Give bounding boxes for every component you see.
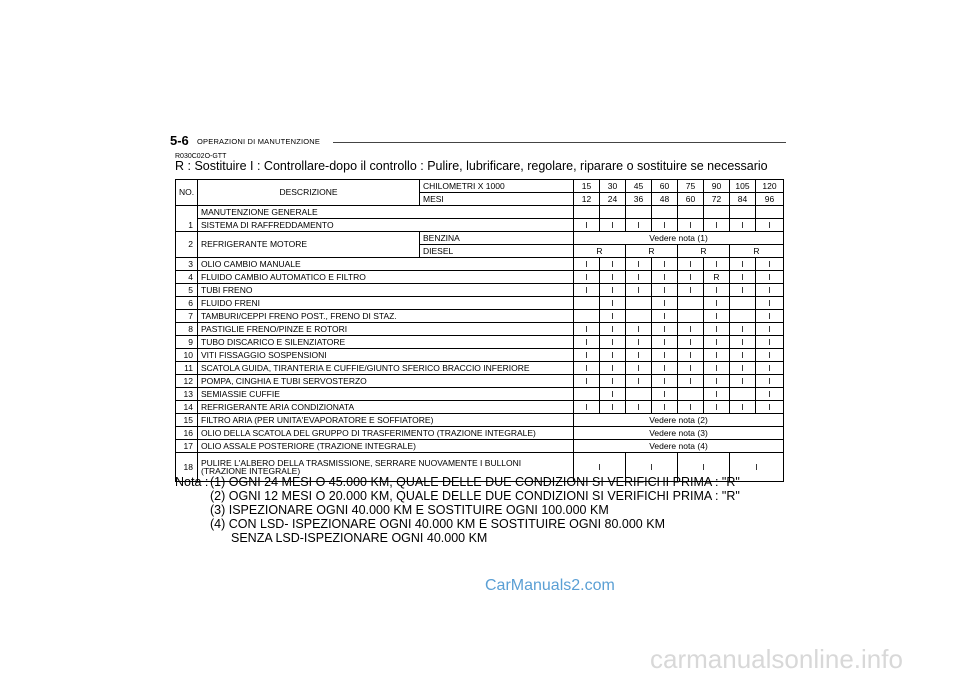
interval-value: I <box>652 362 678 375</box>
maintenance-table <box>175 179 784 482</box>
interval-value: I <box>704 336 730 349</box>
interval-value: I <box>652 401 678 414</box>
interval-value: I <box>574 336 600 349</box>
row-description: FLUIDO CAMBIO AUTOMATICO E FILTRO <box>198 271 574 284</box>
interval-value: I <box>730 336 756 349</box>
interval-value: I <box>600 349 626 362</box>
row-description: PULIRE L'ALBERO DELLA TRASMISSIONE, SERRARE NUOVAMENTE I BULLONI <box>201 457 522 468</box>
interval-value: I <box>756 375 784 388</box>
row-number: 16 <box>176 427 198 440</box>
interval-value: I <box>678 349 704 362</box>
document-code: R030C02O-GTT <box>175 153 227 160</box>
watermark-carmanualsonline: carmanualsonline.info <box>650 644 903 674</box>
page-header <box>170 133 786 148</box>
interval-value: I <box>704 297 730 310</box>
table-row <box>176 388 784 401</box>
table-row <box>176 375 784 388</box>
interval-value: I <box>652 323 678 336</box>
interval-value: I <box>678 362 704 375</box>
table-row <box>176 414 784 427</box>
table-row <box>176 440 784 453</box>
interval-value: I <box>756 297 784 310</box>
header-km-value: 60 <box>652 180 678 193</box>
interval-value: I <box>756 258 784 271</box>
interval-value <box>574 388 600 401</box>
interval-value: I <box>626 284 652 297</box>
notes-label: Nota : <box>175 475 209 489</box>
note-2: (2) OGNI 12 MESI O 20.000 KM, QUALE DELLE DUE CONDIZIONI SI VERIFICHI PRIMA : "R" <box>210 489 740 503</box>
row-number: 14 <box>176 401 198 414</box>
interval-value: I <box>730 349 756 362</box>
interval-value <box>678 388 704 401</box>
header-mesi-value: 48 <box>652 193 678 206</box>
header-description: DESCRIZIONE <box>198 180 420 206</box>
table-row <box>176 401 784 414</box>
interval-value <box>574 297 600 310</box>
interval-value: I <box>574 349 600 362</box>
interval-value: I <box>756 388 784 401</box>
interval-value: I <box>652 297 678 310</box>
interval-value: I <box>600 271 626 284</box>
header-km-value: 30 <box>600 180 626 193</box>
table-row <box>176 271 784 284</box>
interval-value: I <box>652 388 678 401</box>
note-reference: Vedere nota (3) <box>574 427 784 440</box>
interval-value: I <box>652 258 678 271</box>
interval-value: I <box>704 284 730 297</box>
notes <box>175 475 740 545</box>
header-mesi-value: 36 <box>626 193 652 206</box>
no-cell <box>176 206 198 219</box>
interval-value: I <box>756 271 784 284</box>
row-description: FILTRO ARIA (PER UNITA'EVAPORATORE E SOFFIATORE) <box>198 414 574 427</box>
section-label: MANUTENZIONE GENERALE <box>198 206 574 219</box>
interval-value: I <box>704 388 730 401</box>
row-description: OLIO ASSALE POSTERIORE (TRAZIONE INTEGRALE) <box>198 440 574 453</box>
row-number: 3 <box>176 258 198 271</box>
row-number: 8 <box>176 323 198 336</box>
interval-value: I <box>652 271 678 284</box>
row-description: TUBO DISCARICO E SILENZIATORE <box>198 336 574 349</box>
row-number: 7 <box>176 310 198 323</box>
row-description: SISTEMA DI RAFFREDDAMENTO <box>198 219 574 232</box>
interval-value: I <box>652 375 678 388</box>
row-number: 1 <box>176 219 198 232</box>
note-4: (4) CON LSD- ISPEZIONARE OGNI 40.000 KM E SOSTITUIRE OGNI 80.000 KM <box>210 517 665 531</box>
row-number: 5 <box>176 284 198 297</box>
value-cell <box>600 206 626 219</box>
interval-value <box>626 297 652 310</box>
interval-value: I <box>574 284 600 297</box>
interval-value: I <box>756 310 784 323</box>
interval-value: I <box>756 362 784 375</box>
interval-value: R <box>678 245 730 258</box>
legend: R : Sostituire I : Controllare-dopo il controllo : Pulire, lubrificare, regolare, riparare o sostituire se necessario <box>175 159 768 173</box>
note-reference: Vedere nota (1) <box>574 232 784 245</box>
row-number: 18 <box>176 453 198 482</box>
row-description: VITI FISSAGGIO SOSPENSIONI <box>198 349 574 362</box>
interval-value: I <box>678 323 704 336</box>
interval-value: I <box>678 401 704 414</box>
interval-value: I <box>704 375 730 388</box>
table-row <box>176 427 784 440</box>
value-cell <box>756 206 784 219</box>
interval-value: I <box>756 401 784 414</box>
row-description: SCATOLA GUIDA, TIRANTERIA E CUFFIE/GIUNTO SFERICO BRACCIO INFERIORE <box>198 362 574 375</box>
table-row <box>176 206 784 219</box>
interval-value: I <box>600 219 626 232</box>
interval-value: I <box>600 401 626 414</box>
interval-value: I <box>652 219 678 232</box>
interval-value: I <box>730 258 756 271</box>
value-cell <box>730 206 756 219</box>
interval-value: I <box>678 258 704 271</box>
header-mesi-value: 12 <box>574 193 600 206</box>
header-no: NO. <box>176 180 198 206</box>
interval-value <box>678 310 704 323</box>
interval-value: I <box>600 284 626 297</box>
row-description: FLUIDO FRENI <box>198 297 574 310</box>
interval-value: I <box>652 336 678 349</box>
interval-value: I <box>626 271 652 284</box>
interval-value: I <box>704 401 730 414</box>
row-description-cont: (TRAZIONE INTEGRALE) <box>201 466 301 476</box>
interval-value: I <box>574 401 600 414</box>
interval-value: I <box>730 219 756 232</box>
row-number: 17 <box>176 440 198 453</box>
header-rule <box>333 142 786 143</box>
header-km-value: 90 <box>704 180 730 193</box>
row-description: SEMIASSIE CUFFIE <box>198 388 574 401</box>
interval-value: I <box>626 336 652 349</box>
header-km-value: 120 <box>756 180 784 193</box>
interval-value: I <box>756 284 784 297</box>
header-mesi-value: 60 <box>678 193 704 206</box>
note-reference: Vedere nota (2) <box>574 414 784 427</box>
table-row <box>176 362 784 375</box>
interval-value: I <box>574 375 600 388</box>
interval-value: I <box>652 349 678 362</box>
interval-value: I <box>626 219 652 232</box>
interval-value: I <box>704 362 730 375</box>
header-km-value: 15 <box>574 180 600 193</box>
table-row <box>176 180 784 193</box>
value-cell <box>678 206 704 219</box>
interval-value: I <box>600 375 626 388</box>
row-description: REFRIGERANTE MOTORE <box>198 232 420 258</box>
note-4b: SENZA LSD-ISPEZIONARE OGNI 40.000 KM <box>231 531 488 545</box>
header-km-value: 105 <box>730 180 756 193</box>
table-row <box>176 258 784 271</box>
interval-value: I <box>730 323 756 336</box>
interval-value: I <box>626 258 652 271</box>
interval-value: I <box>574 453 626 482</box>
interval-value: I <box>730 401 756 414</box>
interval-value: I <box>600 336 626 349</box>
value-cell <box>704 206 730 219</box>
section-number: 5-6 <box>170 133 189 148</box>
header-mesi-value: 24 <box>600 193 626 206</box>
row-description: POMPA, CINGHIA E TUBI SERVOSTERZO <box>198 375 574 388</box>
interval-value: I <box>756 323 784 336</box>
interval-value: I <box>626 401 652 414</box>
row-description: OLIO CAMBIO MANUALE <box>198 258 574 271</box>
interval-value: I <box>730 453 784 482</box>
interval-value: I <box>704 258 730 271</box>
interval-value: I <box>600 310 626 323</box>
interval-value: I <box>626 362 652 375</box>
interval-value: I <box>678 271 704 284</box>
row-number: 4 <box>176 271 198 284</box>
table-row <box>176 297 784 310</box>
header-km-value: 75 <box>678 180 704 193</box>
interval-value <box>626 310 652 323</box>
fuel-diesel: DIESEL <box>420 245 574 258</box>
row-number: 9 <box>176 336 198 349</box>
row-number: 15 <box>176 414 198 427</box>
interval-value: I <box>600 258 626 271</box>
row-number: 11 <box>176 362 198 375</box>
interval-value <box>626 388 652 401</box>
value-cell <box>574 206 600 219</box>
interval-value: I <box>730 284 756 297</box>
interval-value: I <box>678 336 704 349</box>
table-row <box>176 349 784 362</box>
interval-value: I <box>600 297 626 310</box>
interval-value: I <box>756 349 784 362</box>
interval-value: I <box>730 375 756 388</box>
interval-value: R <box>574 245 626 258</box>
table-row <box>176 336 784 349</box>
interval-value <box>574 310 600 323</box>
interval-value: I <box>704 310 730 323</box>
interval-value: R <box>626 245 678 258</box>
interval-value <box>730 297 756 310</box>
interval-value: I <box>626 453 678 482</box>
value-cell <box>652 206 678 219</box>
header-km-label: CHILOMETRI X 1000 <box>420 180 574 193</box>
row-number: 12 <box>176 375 198 388</box>
table-row <box>176 219 784 232</box>
interval-value: I <box>574 258 600 271</box>
header-km-value: 45 <box>626 180 652 193</box>
interval-value: I <box>626 323 652 336</box>
note-3: (3) ISPEZIONARE OGNI 40.000 KM E SOSTITUIRE OGNI 100.000 KM <box>210 503 609 517</box>
interval-value <box>678 297 704 310</box>
interval-value: I <box>600 388 626 401</box>
interval-value: I <box>678 375 704 388</box>
interval-value <box>730 310 756 323</box>
header-mesi-label: MESI <box>420 193 574 206</box>
row-number: 2 <box>176 232 198 258</box>
interval-value: I <box>574 362 600 375</box>
interval-value: I <box>652 310 678 323</box>
interval-value: I <box>626 375 652 388</box>
interval-value: I <box>574 219 600 232</box>
interval-value: I <box>678 219 704 232</box>
interval-value: I <box>730 362 756 375</box>
section-title: OPERAZIONI DI MANUTENZIONE <box>197 137 321 146</box>
row-description: OLIO DELLA SCATOLA DEL GRUPPO DI TRASFERIMENTO (TRAZIONE INTEGRALE) <box>198 427 574 440</box>
interval-value: R <box>730 245 784 258</box>
interval-value: I <box>756 336 784 349</box>
row-description: TAMBURI/CEPPI FRENO POST., FRENO DI STAZ. <box>198 310 574 323</box>
interval-value: I <box>678 453 730 482</box>
header-mesi-value: 72 <box>704 193 730 206</box>
row-description: REFRIGERANTE ARIA CONDIZIONATA <box>198 401 574 414</box>
interval-value: I <box>704 323 730 336</box>
interval-value <box>730 388 756 401</box>
row-number: 6 <box>176 297 198 310</box>
interval-value: I <box>704 349 730 362</box>
table-row <box>176 323 784 336</box>
fuel-benzina: BENZINA <box>420 232 574 245</box>
row-number: 13 <box>176 388 198 401</box>
interval-value: I <box>574 323 600 336</box>
table-row <box>176 232 784 245</box>
interval-value: I <box>756 219 784 232</box>
row-description: PASTIGLIE FRENO/PINZE E ROTORI <box>198 323 574 336</box>
interval-value: I <box>704 219 730 232</box>
value-cell <box>626 206 652 219</box>
interval-value: I <box>626 349 652 362</box>
table-row <box>176 284 784 297</box>
interval-value: I <box>600 323 626 336</box>
interval-value: I <box>678 284 704 297</box>
interval-value: I <box>730 271 756 284</box>
interval-value: I <box>652 284 678 297</box>
interval-value: I <box>600 362 626 375</box>
table-row <box>176 310 784 323</box>
interval-value: I <box>574 271 600 284</box>
header-mesi-value: 96 <box>756 193 784 206</box>
watermark-carmanuals2: CarManuals2.com <box>485 577 615 594</box>
row-description: TUBI FRENO <box>198 284 574 297</box>
note-reference: Vedere nota (4) <box>574 440 784 453</box>
header-mesi-value: 84 <box>730 193 756 206</box>
note-1: (1) OGNI 24 MESI O 45.000 KM, QUALE DELLE DUE CONDIZIONI SI VERIFICHI PRIMA : "R" <box>210 475 740 489</box>
row-number: 10 <box>176 349 198 362</box>
interval-value: R <box>704 271 730 284</box>
